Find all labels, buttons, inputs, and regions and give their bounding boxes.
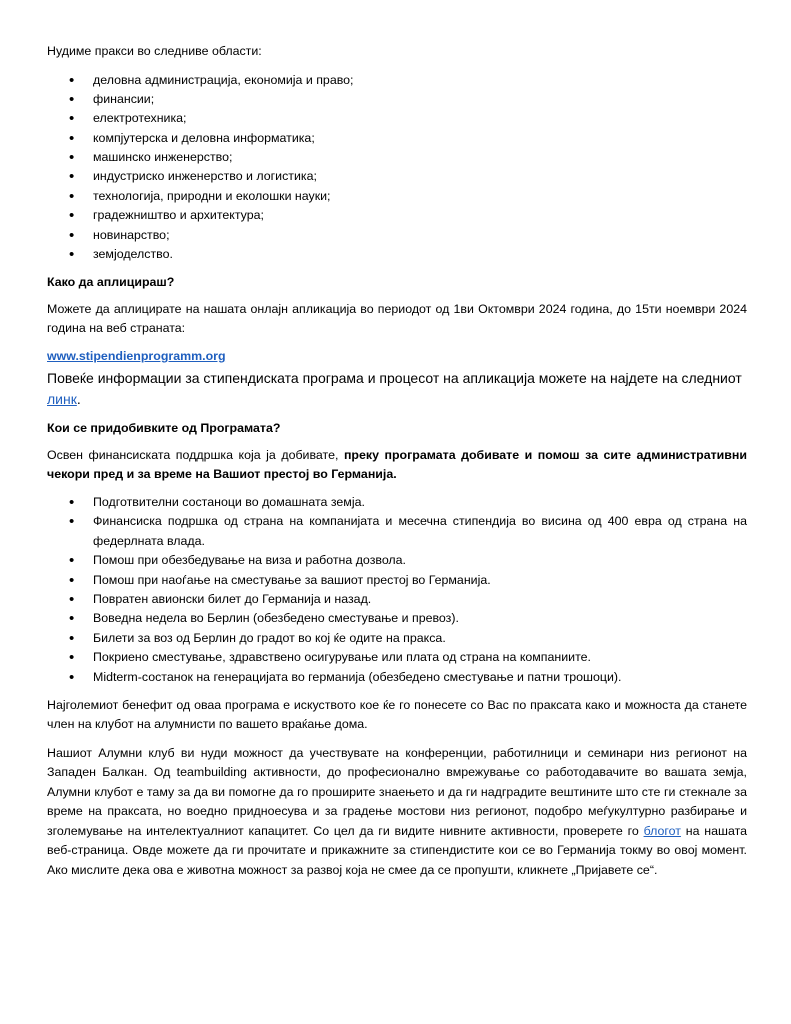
list-item: • компјутерска и деловна информатика; xyxy=(47,129,747,148)
intro-text: Нудиме пракси во следниве области: xyxy=(47,44,262,58)
list-item: • Воведна недела во Берлин (обезбедено сместување и превоз). xyxy=(47,609,747,628)
document-page xyxy=(47,40,747,889)
list-item: • машинско инженерство; xyxy=(47,148,747,167)
list-item: • Покриено сместување, здравствено осигурување или плата од страна на компаниите. xyxy=(47,648,747,667)
alumni-benefit-paragraph: Најголемиот бенефит од оваа програма е искуството кое ќе го понесете со Вас по праксата како и можноста да станете член на клубот на алумнисти по вашето враќање дома. xyxy=(47,697,747,732)
list-item: • Билети за воз од Берлин до градот во кој ќе одите на пракса. xyxy=(47,629,747,648)
more-info-link[interactable]: линк xyxy=(47,391,77,408)
benefits-list xyxy=(47,493,747,687)
list-item: • земјоделство. xyxy=(47,245,747,264)
apply-heading: Како да аплицираш? xyxy=(47,275,175,290)
benefits-intro xyxy=(47,446,747,485)
benefits-heading: Кои се придобивките од Програмата? xyxy=(47,421,281,436)
list-item: • Помош при наоѓање на сместување за вашиот престој во Германија. xyxy=(47,571,747,590)
list-item: • индустриско инженерство и логистика; xyxy=(47,167,747,186)
alumni-club-end: на нашата веб-страница. Овде можете да ги прочитате и прикажните за стипендистите кои се во Германија токму во овој момент. Ако мислите дека ова е животна можност за развој која не смее да се пропушти, кликнете „Пријавете се“. xyxy=(47,823,747,877)
alumni-club-text: Нашиот Алумни клуб ви нуди можност да учествувате на конференции, работилници и семинари низ регионот на Западен Балкан. Од teambuilding активности, до професионално вмрежување со работодавачите во вашата земја, Алумни клубот е таму за да ви помогне да го проширите знаењето и да ги надградите вештините што сте ги стекнале за време на праксата, но воедно придноесува и за градење мостови низ регионот, подобро меѓукултурно разбирање и зголемување на интелектуалниот капацитет. Со цел да ги видите нивните активности, проверете го xyxy=(47,745,747,838)
benefits-intro-bold: преку програмата добивате и помош за сите административни чекори пред и за време на Вашиот престој во Германија. xyxy=(47,447,747,482)
list-item: • градежништво и архитектура; xyxy=(47,206,747,225)
list-item: • финансии; xyxy=(47,90,747,109)
list-item: • технологија, природни и еколошки науки; xyxy=(47,187,747,206)
list-item: • Подготвителни состаноци во домашната земја. xyxy=(47,493,747,512)
list-item: • Повратен авионски билет до Германија и назад. xyxy=(47,590,747,609)
apply-text: Можете да аплицирате на нашата онлајн апликација во периодот од 1ви Октомври 2024 година, до 15ти ноември 2024 година на веб страната: xyxy=(47,301,747,336)
list-item: • новинарство; xyxy=(47,226,747,245)
alumni-club-paragraph xyxy=(47,744,747,881)
benefits-intro-plain: Освен финансиската поддршка која ја добивате, xyxy=(47,447,344,462)
list-item: • Помош при обезбедување на виза и работна дозвола. xyxy=(47,551,747,570)
list-item: • деловна администрација, економија и право; xyxy=(47,71,747,90)
list-item: • Финансиска подршка од страна на компанијата и месечна стипендија во висина од 400 евра од страна на федерлната влада. xyxy=(47,512,747,551)
more-info-body: Повеќе информации за стипендиската програма и процесот на апликација можете на најдете на следниот xyxy=(47,370,742,387)
program-website-link[interactable]: www.stipendienprogramm.org xyxy=(47,348,226,363)
list-item: • Midterm-состанок на генерацијата во германија (обезбедено сместување и патни трошоци). xyxy=(47,668,747,687)
more-info-end: . xyxy=(76,391,81,408)
more-info-text xyxy=(47,368,747,410)
blog-link[interactable]: блогот xyxy=(643,823,681,838)
list-item: • електротехника; xyxy=(47,109,747,128)
internship-areas-list xyxy=(47,71,747,265)
